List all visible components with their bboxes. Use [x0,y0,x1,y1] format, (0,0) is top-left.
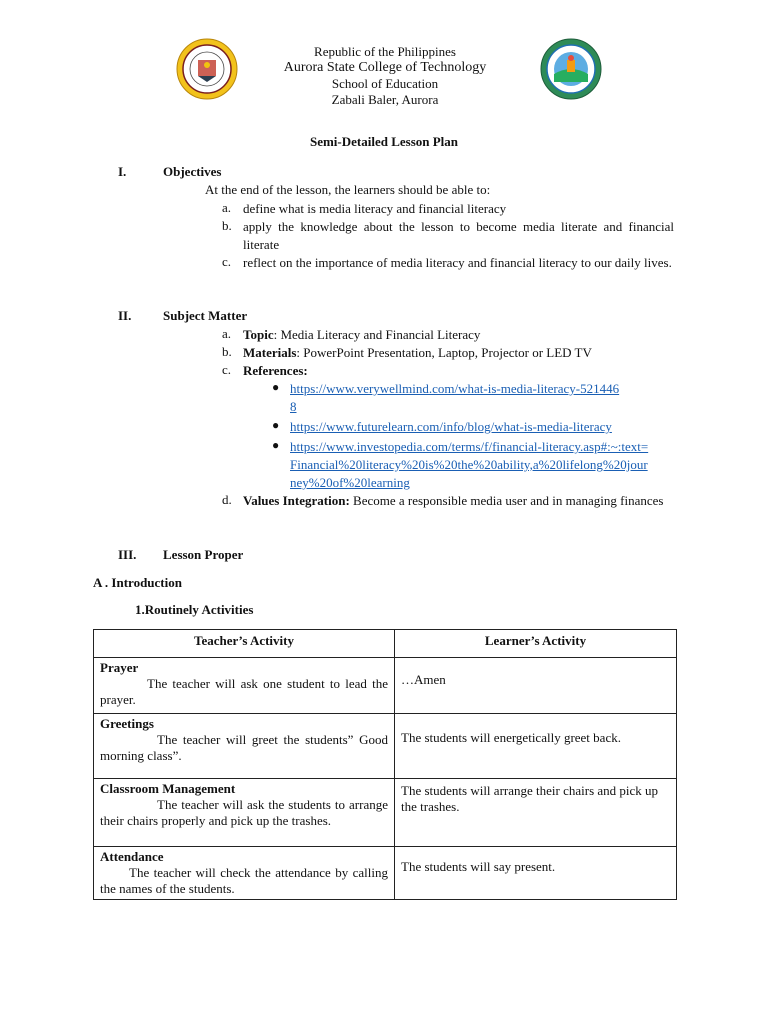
bullet-icon: ● [272,380,280,394]
table-row [94,847,677,900]
row-title: Classroom Management [100,781,236,796]
materials-value: : PowerPoint Presentation, Laptop, Projector or LED TV [296,345,592,360]
references-mark: c. [222,362,232,377]
table-row [94,779,677,847]
learner-cell: The students will energetically greet back. [395,714,677,779]
routine-activities-heading: 1.Routinely Activities [135,602,254,617]
values-mark: d. [222,492,232,507]
objective-mark: a. [222,200,232,215]
materials-label: Materials [243,345,297,360]
document-title: Semi-Detailed Lesson Plan [309,134,459,149]
teacher-cell [94,779,395,847]
reference-link[interactable]: https://www.investopedia.com/terms/f/financial-literacy.asp#:~:text=Financial%20literacy%20is%20the%20ability,a%20lifelong%20journey%20of%20learning [290,439,649,490]
teacher-activity-text: The teacher will ask the students to arrange their chairs properly and pick up the trashes. [100,797,388,828]
references-label: References: [243,363,308,378]
teacher-column-header: Teacher’s Activity [94,630,395,658]
materials-mark: b. [222,344,232,359]
objective-text: reflect on the importance of media literacy and financial literacy to our daily lives. [243,255,672,270]
teacher-cell [94,847,395,900]
institution-header [220,44,550,108]
row-title: Attendance [100,849,164,864]
objectives-intro: At the end of the lesson, the learners should be able to: [205,182,491,197]
table-row [94,714,677,779]
reference-link[interactable]: https://www.futurelearn.com/info/blog/what-is-media-literacy [290,419,612,434]
learner-cell: …Amen [395,658,677,714]
table-header-row [94,630,677,658]
school-of-education-seal-icon [540,38,602,100]
teacher-activity-text: The teacher will ask one student to lead the prayer. [100,676,388,707]
reference-link[interactable]: https://www.verywellmind.com/what-is-media-literacy-5214468 [290,381,620,414]
topic-value: : Media Literacy and Financial Literacy [273,327,481,342]
learner-cell: The students will arrange their chairs and pick up the trashes. [395,779,677,847]
learner-column-header: Learner’s Activity [395,630,677,658]
header-address: Zabali Baler, Aurora [331,92,439,107]
introduction-heading: A . Introduction [93,575,182,590]
bullet-icon: ● [272,438,280,452]
subject-matter-heading: Subject Matter [163,308,248,323]
lesson-proper-heading: Lesson Proper [163,547,244,562]
subject-matter-number: II. [118,308,132,323]
objectives-number: I. [118,164,127,179]
objectives-heading: Objectives [163,164,222,179]
objective-text: apply the knowledge about the lesson to become media literate and financial literate [243,219,674,252]
topic-label: Topic [243,327,274,342]
header-college: Aurora State College of Technology [283,60,487,75]
objective-text: define what is media literacy and financial literacy [243,201,507,216]
teacher-cell [94,714,395,779]
teacher-activity-text: The teacher will check the attendance by calling the names of the students. [100,865,388,896]
learner-cell: The students will say present. [395,847,677,900]
topic-mark: a. [222,326,232,341]
values-label: Values Integration: [243,493,350,508]
row-title: Greetings [100,716,154,731]
lesson-proper-number: III. [118,547,137,562]
row-title: Prayer [100,660,139,675]
objective-mark: b. [222,218,232,233]
teacher-activity-text: The teacher will greet the students” Good morning class”. [100,732,388,763]
teacher-cell [94,658,395,714]
header-country: Republic of the Philippines [314,44,456,59]
objective-mark: c. [222,254,232,269]
routine-activities-table [93,629,677,900]
header-school: School of Education [331,76,439,91]
table-row [94,658,677,714]
values-value: Become a responsible media user and in managing finances [349,493,664,508]
bullet-icon: ● [272,418,280,432]
